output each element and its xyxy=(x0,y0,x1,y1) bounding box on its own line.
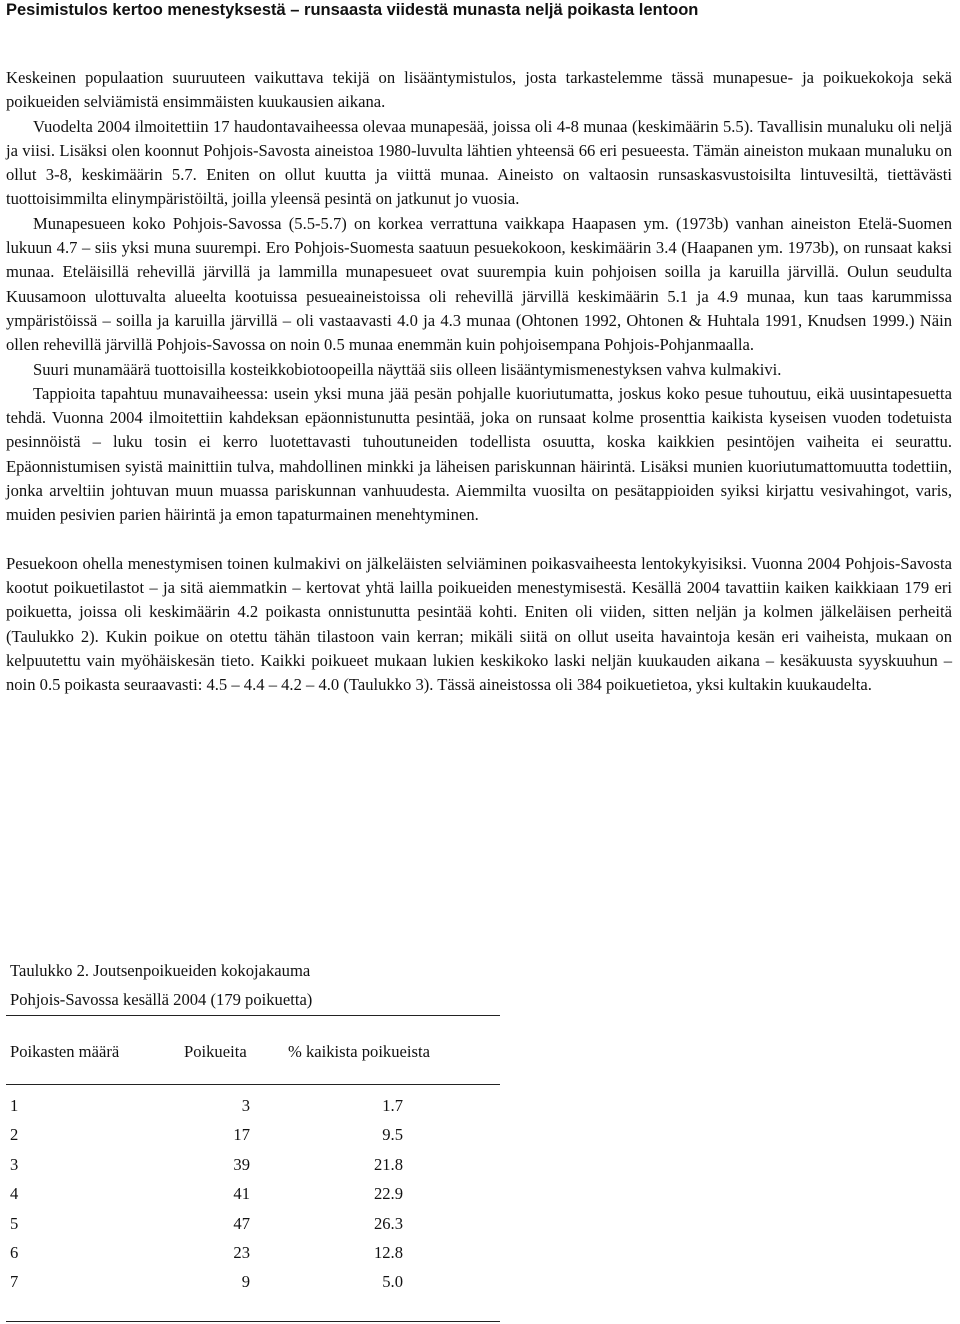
cell-poikasten-maara: 7 xyxy=(10,1272,19,1292)
header-poikueita: Poikueita xyxy=(184,1042,247,1061)
paragraph: Vuodelta 2004 ilmoitettiin 17 haudontavaiheessa olevaa munapesää, joissa oli 4-8 munaa (keskimäärin 5.5). Tavallisin munaluku oli neljä ja viisi. Lisäksi olen koonnut Pohjois-Savosta aineistoa 1980-luvulta lähtien yhteensä 66 eri pesueesta. Tämän aineiston mukaan munaluku on ollut 3-8, keskimäärin 5.7. Eniten on ollut kuutta ja viittä munaa. Aineisto on valtaosin runsaskasvustoisilta lintuvesiltä, tiettävästi tuottoisimmilta elinympäristöiltä, joilla yleensä pesintä on jatkunut jo vuosia. xyxy=(6,116,952,209)
page-title: Pesimistulos kertoo menestyksestä – runsaasta viidestä munasta neljä poikasta lentoon xyxy=(6,1,699,19)
cell-percent: 12.8 xyxy=(373,1243,403,1262)
cell-poikasten-maara: 3 xyxy=(10,1154,19,1174)
cell-poikasten-maara: 6 xyxy=(10,1243,19,1262)
cell-percent: 22.9 xyxy=(373,1184,403,1204)
cell-poikueita: 3 xyxy=(241,1096,250,1115)
cell-poikasten-maara: 5 xyxy=(10,1213,19,1233)
paragraph: Pesuekoon ohella menestymisen toinen kulmakivi on jälkeläisten selviäminen poikasvaiheesta lentokykyisiksi. Vuonna 2004 Pohjois-Savosta kootut poikuetilastot – ja sitä aiemmatkin – kertovat yhtä lailla poikueiden menestymisestä. Kesällä 2004 tavattiin kaiken kaikkiaan 179 eri poikuetta, joissa oli keskimäärin 4.2 poikasta onnistunutta pesintää kohti. Eniten oli viiden, sitten neljän ja kolmen jälkeläisen perheitä (Taulukko 2). Kukin poikue on otettu tähän tilastoon vain kerran; mikäli siitä on ollut useita havaintoja kesän eri vaiheista, mukaan on kelpuutettu vain myöhäiskesän tieto. Kaikki poikueet mukaan lukien keskikoko laski neljän kuukauden aikana – kesäkuusta syyskuuhun – noin 0.5 poikasta seuraavasti: 4.5 – 4.4 – 4.2 – 4.0 (Taulukko 3). Tässä aineistossa oli 384 poikuetietoa, yksi kultakin kuukaudelta. xyxy=(6,553,952,695)
table-row xyxy=(10,1241,490,1270)
cell-percent: 1.7 xyxy=(382,1096,403,1115)
paragraph: Munapesueen koko Pohjois-Savossa (5.5-5.7) on korkea verrattuna vaikkapa Haapasen ym. (1973b) vanhan aineiston Etelä-Suomen lukuun 4.7 – siis yksi muna suurempi. Ero Pohjois-Suomesta saatuun pesuekokoon, keskimäärin 3.4 (Haapanen ym. 1973b), on runsaat kaksi munaa. Eteläisillä rehevillä järvillä ja lammilla munapesueet ovat suurempia kuin pohjoisen soilla ja karuilla järvillä. Oulun seudulta Kuusamoon ulottuvalta alueelta kootuissa pesueaineistoissa oli rehevillä järvillä keskimäärin 5.1 ja 4.9 munaa, kun taas karummissa ympäristöissä – soilla ja karuilla järvillä – oli vastaavasti 4.0 ja 4.3 munaa (Ohtonen 1992, Ohtonen & Huhtala 1991, Knudsen 1999.) Näin ollen rehevillä järvillä Pohjois-Savossa on noin 0.5 munaa enemmän kuin pohjoisempana Pohjois-Pohjanmaalla. xyxy=(6,213,952,355)
cell-poikasten-maara: 2 xyxy=(10,1125,19,1145)
paragraph: Tappioita tapahtuu munavaiheessa: usein yksi muna jää pesän pohjalle kuoriutumatta, joskus koko pesue tuhoutuu, eikä uusintapesuetta tehdä. Vuonna 2004 ilmoitettiin kahdeksan epäonnistunutta pesintää, joka on runsaat kolme prosenttia kaikista kyseisen vuoden todetuista pesinnöistä – luku tosin ei kerro luotettavasti tuhoutuneiden todellista osuutta, koska kaikkien pesintöjen vaiheita ei seurattu. Epäonnistumisen syistä mainittiin tulva, mahdollinen minkki ja läheisen pariskunnan häirintä. Lisäksi munien kuoriutumattomuutta todettiin, jonka arveltiin johtuvan muun muassa pariskunnan vanhuudesta. Aiemmilta vuosilta on pesätappioiden syiksi kirjattu vesivahingot, varis, muiden pesivien parien häirintä ja emon tapaturmainen menehtyminen. xyxy=(6,383,952,525)
cell-poikueita: 17 xyxy=(233,1125,250,1145)
cell-poikueita: 23 xyxy=(233,1243,250,1262)
paragraph: Suuri munamäärä tuottoisilla kosteikkobiotoopeilla näyttää siis olleen lisääntymismenestyksen vahva kulmakivi. xyxy=(33,359,782,379)
table-caption-line-2: Pohjois-Savossa kesällä 2004 (179 poikuetta) xyxy=(10,990,313,1009)
cell-poikueita: 41 xyxy=(233,1184,250,1204)
cell-poikueita: 47 xyxy=(233,1213,250,1233)
cell-poikasten-maara: 4 xyxy=(10,1184,19,1204)
cell-percent: 5.0 xyxy=(382,1272,403,1292)
header-percent: % kaikista poikueista xyxy=(288,1042,430,1061)
cell-poikueita: 9 xyxy=(241,1272,250,1292)
table-row xyxy=(10,1094,490,1123)
table-row xyxy=(10,1123,490,1152)
table-bottom-rule xyxy=(6,1321,500,1322)
cell-percent: 26.3 xyxy=(373,1213,403,1233)
table-header-rule xyxy=(6,1084,500,1085)
cell-poikueita: 39 xyxy=(233,1154,250,1174)
table-row xyxy=(10,1153,490,1182)
header-poikasten-maara: Poikasten määrä xyxy=(10,1042,120,1061)
article-body xyxy=(6,66,952,697)
table-row xyxy=(10,1182,490,1211)
table-row xyxy=(10,1212,490,1241)
cell-percent: 21.8 xyxy=(373,1154,403,1174)
cell-percent: 9.5 xyxy=(382,1125,403,1145)
paragraph: Keskeinen populaation suuruuteen vaikuttava tekijä on lisääntymistulos, josta tarkastelemme tässä munapesue- ja poikuekokoja sekä poikueiden selviämistä ensimmäisten kuukausien aikana. xyxy=(6,68,952,112)
table-caption xyxy=(10,956,312,1014)
table-caption-line-1: Taulukko 2. Joutsenpoikueiden kokojakauma xyxy=(10,961,311,980)
table-top-rule xyxy=(6,1015,500,1016)
cell-poikasten-maara: 1 xyxy=(10,1096,19,1115)
table-row xyxy=(10,1270,490,1299)
